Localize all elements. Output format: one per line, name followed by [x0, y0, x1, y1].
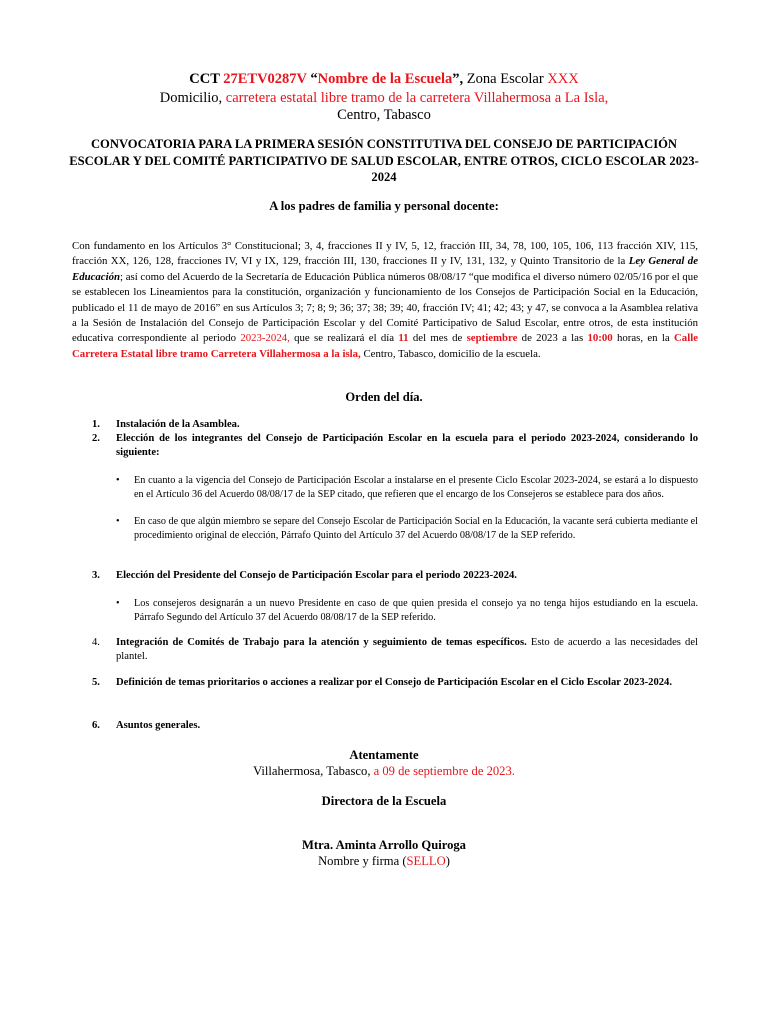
item-number: 5.: [92, 677, 100, 688]
domicilio-value: carretera estatal libre tramo de la carretera Villahermosa a La Isla,: [225, 90, 609, 106]
list-item: [116, 515, 698, 542]
bullet-icon: •: [116, 516, 120, 527]
closing-atentamente: Atentamente: [349, 748, 419, 762]
item-bold-text: Integración de Comités de Trabajo para la atención y seguimiento de temas específicos.: [116, 637, 527, 648]
item-text: [116, 636, 698, 664]
header-domicilio-line: [0, 89, 768, 107]
cct-label: CCT: [189, 71, 224, 87]
item-text: Instalación de la Asamblea.: [116, 419, 240, 430]
firma-suffix: ): [445, 854, 450, 868]
domicilio-label: Domicilio,: [159, 90, 226, 106]
intro-part7: Centro, Tabasco, domicilio de la escuela.: [360, 347, 541, 360]
item-number: 6.: [92, 720, 100, 731]
signature-line: [0, 853, 768, 869]
bullet-icon: •: [116, 475, 120, 486]
agenda-item: [72, 676, 698, 690]
closing-place-date: [0, 763, 768, 779]
place-date-prefix: Villahermosa, Tabasco,: [253, 764, 374, 778]
list-item: [116, 597, 698, 624]
firma-prefix: Nombre y firma (: [318, 854, 407, 868]
intro-part5: de 2023 a las: [517, 332, 588, 345]
agenda-item: [72, 719, 698, 733]
list-item: [116, 474, 698, 501]
closing-directora: Directora de la Escuela: [321, 794, 447, 808]
item-number: 2.: [92, 433, 100, 444]
ley-name: Ley General de Educación: [72, 255, 698, 283]
item-text: Asuntos generales.: [116, 720, 201, 731]
intro-part2: ; así como del Acuerdo de la Secretaría de Educación Pública números 08/08/17 “que modifica el diverso número 02/05/16 por el que se establecen los Lineamientos para la constitución, organización y funcionamiento de los Consejos de Participación Social en la Educación, publicado el 11 de mayo de 2016” en sus Artículos 3; 7; 8; 9; 36; 37; 38; 39; 40, fracción IV; 41; 42; 43; y 47, se convoca a la Asamblea relativa a la Sesión de Instalación del Consejo de Participación Escolar y del Comité Participativo de Salud Escolar, entre otros, de esta institución educativa correspondiente al periodo: [72, 270, 698, 345]
intro-part6: horas, en la: [612, 332, 674, 345]
quote-open: “: [306, 71, 318, 87]
agenda-item: [72, 569, 698, 583]
agenda-item: [72, 418, 698, 432]
intro-place: Calle Carretera Estatal libre tramo Carretera Villahermosa a la isla,: [72, 332, 698, 360]
intro-part3: que se realizará el día: [289, 332, 399, 345]
item-number: 3.: [92, 570, 100, 581]
agenda-item: [72, 432, 698, 460]
zone-label: Zona Escolar: [463, 71, 548, 87]
intro-part1: Con fundamento en los Artículos 3° Constitucional; 3, 4, fracciones II y IV, 5, 12, fracción III, 34, 78, 100, 105, 106, 113 fracción XIV, 115, fracción XX, 126, 128, fracciones IV, VI y IX, 129, fracción III, 130, fracciones II y IV, 131, 132, y Quinto Transitorio de la: [72, 240, 698, 268]
item-text: Elección de los integrantes del Consejo de Participación Escolar en la escuela para el periodo 2023-2024, considerando lo siguiente:: [116, 433, 698, 458]
cct-code: 27ETV0287V: [223, 71, 307, 87]
salutation: A los padres de familia y personal docente:: [269, 199, 499, 213]
item-rest-text: Esto de acuerdo a las necesidades del plantel.: [116, 637, 698, 662]
quote-close: ”,: [452, 71, 464, 87]
sello-text: SELLO: [406, 854, 446, 868]
orden-title: Orden del día.: [345, 390, 423, 404]
bullet-icon: •: [116, 598, 120, 609]
intro-paragraph: [72, 239, 698, 362]
bullet-text: En caso de que algún miembro se separe del Consejo Escolar de Participación Social en la Educación, la vacante será cubierta mediante el procedimiento original de elección, Párrafo Quinto del Artículo 37 del Acuerdo 08/08/17 de la SEP referido.: [134, 516, 698, 541]
intro-period: 2023-2024,: [240, 332, 290, 345]
intro-month: septiembre: [466, 332, 518, 345]
intro-hour: 10:00: [587, 332, 613, 345]
item-text: Elección del Presidente del Consejo de Participación Escolar para el periodo 20223-2024.: [116, 570, 517, 581]
zone-value: XXX: [547, 71, 579, 87]
school-name: Nombre de la Escuela: [317, 71, 453, 87]
signer-name: Mtra. Aminta Arrollo Quiroga: [302, 838, 466, 852]
bullet-text: Los consejeros designarán a un nuevo Presidente en caso de que quien presida el consejo ya no tenga hijos estudiando en la escuela. Párrafo Segundo del Artículo 37 del Acuerdo 08/08/17 de la SEP referido.: [134, 598, 698, 623]
closing-date: a 09 de septiembre de 2023.: [373, 764, 515, 778]
bullet-text: En cuanto a la vigencia del Consejo de Participación Escolar a instalarse en el presente Ciclo Escolar 2023-2024, se estará a lo dispuesto en el Artículo 36 del Acuerdo 08/08/17 de la SEP citado, que refieren que el encargo de los Consejeros se establece para dos años.: [134, 475, 698, 500]
header-locality: Centro, Tabasco: [337, 107, 431, 123]
item-number: 1.: [92, 419, 100, 430]
item-text: Definición de temas prioritarios o acciones a realizar por el Consejo de Participación Escolar en el Ciclo Escolar 2023-2024.: [116, 677, 672, 688]
intro-part4: del mes de: [408, 332, 467, 345]
agenda-item: [72, 636, 698, 664]
item-number: 4.: [92, 637, 100, 648]
intro-day: 11: [398, 332, 409, 345]
document-title: CONVOCATORIA PARA LA PRIMERA SESIÓN CONSTITUTIVA DEL CONSEJO DE PARTICIPACIÓN ESCOLAR Y DEL COMITÉ PARTICIPATIVO DE SALUD ESCOLAR, ENTRE OTROS, CICLO ESCOLAR 2023-2024: [69, 137, 699, 184]
header-cct-line: [0, 70, 768, 88]
